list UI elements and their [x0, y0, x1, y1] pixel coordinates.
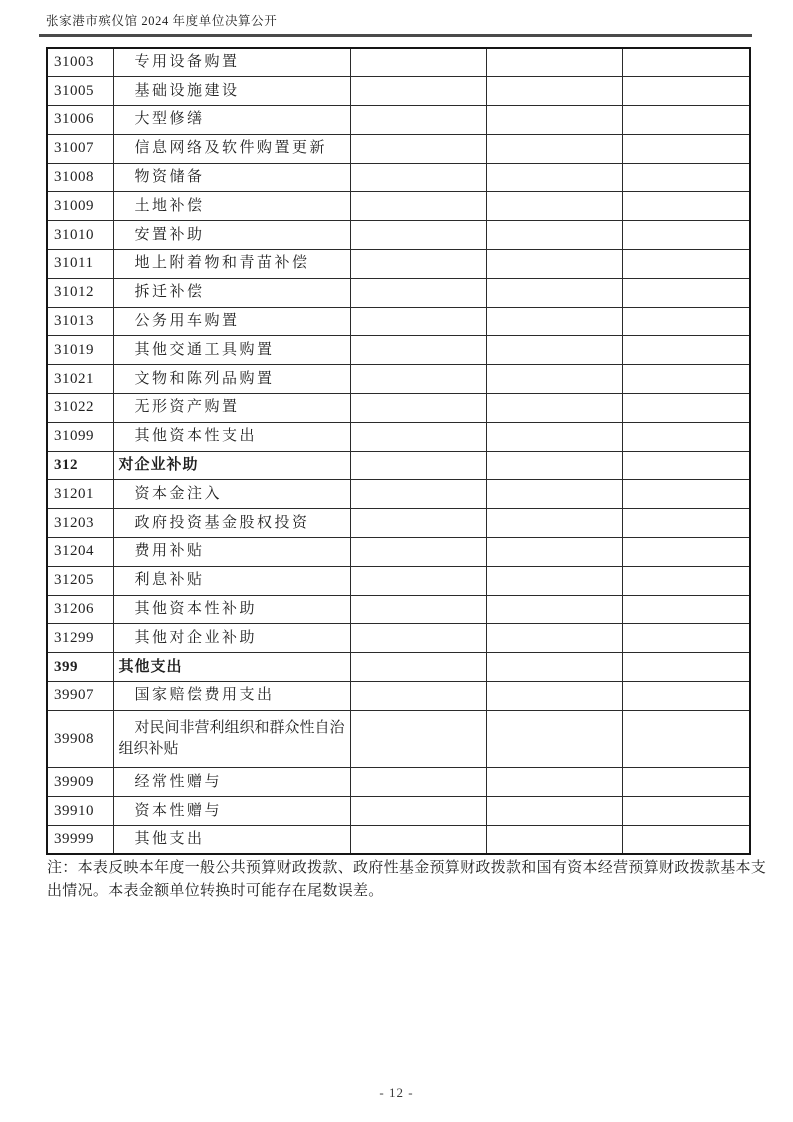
note-line-1: 注：本表反映本年度一般公共预算财政拨款、政府性基金预算财政拨款和国有资本经营预算财政拨款基本支 [47, 860, 767, 876]
table-row [47, 106, 750, 135]
code-cell: 31011 [47, 250, 113, 279]
empty-value-cell [486, 797, 622, 826]
table-row [47, 250, 750, 279]
empty-value-cell [350, 250, 486, 279]
code-cell: 31019 [47, 336, 113, 365]
category-label-cell: 拆迁补偿 [113, 278, 350, 307]
table-row [47, 595, 750, 624]
empty-value-cell [350, 797, 486, 826]
category-label-cell: 对民间非营利组织和群众性自治组织补贴 [113, 710, 350, 768]
code-cell: 31021 [47, 365, 113, 394]
empty-value-cell [350, 538, 486, 567]
table-row [47, 451, 750, 480]
empty-value-cell [622, 653, 750, 682]
empty-value-cell [622, 278, 750, 307]
empty-value-cell [622, 480, 750, 509]
empty-value-cell [350, 48, 486, 77]
code-cell: 31022 [47, 394, 113, 423]
empty-value-cell [622, 163, 750, 192]
category-label-cell: 基础设施建设 [113, 77, 350, 106]
code-cell: 31008 [47, 163, 113, 192]
code-cell: 31003 [47, 48, 113, 77]
code-cell: 31204 [47, 538, 113, 567]
empty-value-cell [350, 768, 486, 797]
budget-table-body [47, 48, 750, 854]
code-cell: 312 [47, 451, 113, 480]
category-label-cell: 其他资本性补助 [113, 595, 350, 624]
empty-value-cell [350, 192, 486, 221]
category-label-cell: 其他支出 [113, 653, 350, 682]
empty-value-cell [622, 826, 750, 855]
empty-value-cell [486, 653, 622, 682]
empty-value-cell [486, 307, 622, 336]
table-row [47, 624, 750, 653]
category-label-cell: 利息补贴 [113, 566, 350, 595]
empty-value-cell [622, 797, 750, 826]
empty-value-cell [622, 710, 750, 768]
empty-value-cell [622, 595, 750, 624]
empty-value-cell [486, 451, 622, 480]
empty-value-cell [486, 192, 622, 221]
table-row [47, 538, 750, 567]
empty-value-cell [486, 278, 622, 307]
category-label-cell: 政府投资基金股权投资 [113, 509, 350, 538]
empty-value-cell [486, 566, 622, 595]
table-row [47, 365, 750, 394]
empty-value-cell [350, 163, 486, 192]
category-label-cell: 安置补助 [113, 221, 350, 250]
code-cell: 31203 [47, 509, 113, 538]
empty-value-cell [622, 682, 750, 711]
table-row [47, 48, 750, 77]
empty-value-cell [486, 48, 622, 77]
category-label-cell: 资本性赠与 [113, 797, 350, 826]
empty-value-cell [622, 768, 750, 797]
empty-value-cell [622, 250, 750, 279]
empty-value-cell [486, 134, 622, 163]
code-cell: 31012 [47, 278, 113, 307]
category-label-cell: 国家赔偿费用支出 [113, 682, 350, 711]
empty-value-cell [350, 221, 486, 250]
empty-value-cell [350, 77, 486, 106]
code-cell: 31205 [47, 566, 113, 595]
empty-value-cell [486, 336, 622, 365]
empty-value-cell [622, 336, 750, 365]
empty-value-cell [350, 365, 486, 394]
category-label-cell: 土地补偿 [113, 192, 350, 221]
category-label-cell: 费用补贴 [113, 538, 350, 567]
empty-value-cell [486, 682, 622, 711]
category-label-cell: 其他对企业补助 [113, 624, 350, 653]
code-cell: 31009 [47, 192, 113, 221]
empty-value-cell [622, 538, 750, 567]
empty-value-cell [350, 682, 486, 711]
header-rule [39, 34, 752, 37]
empty-value-cell [486, 250, 622, 279]
code-cell: 39910 [47, 797, 113, 826]
category-label-cell: 地上附着物和青苗补偿 [113, 250, 350, 279]
table-row [47, 480, 750, 509]
table-row [47, 192, 750, 221]
code-cell: 31013 [47, 307, 113, 336]
empty-value-cell [350, 451, 486, 480]
empty-value-cell [350, 106, 486, 135]
table-row [47, 797, 750, 826]
code-cell: 31099 [47, 422, 113, 451]
table-row [47, 134, 750, 163]
empty-value-cell [622, 77, 750, 106]
empty-value-cell [350, 595, 486, 624]
page-number: - 12 - [379, 1085, 414, 1100]
category-label-cell: 资本金注入 [113, 480, 350, 509]
empty-value-cell [622, 134, 750, 163]
empty-value-cell [622, 48, 750, 77]
empty-value-cell [486, 365, 622, 394]
table-note [47, 857, 769, 903]
empty-value-cell [486, 710, 622, 768]
empty-value-cell [622, 509, 750, 538]
empty-value-cell [486, 826, 622, 855]
category-label-cell: 无形资产购置 [113, 394, 350, 423]
empty-value-cell [350, 509, 486, 538]
empty-value-cell [350, 653, 486, 682]
code-cell: 399 [47, 653, 113, 682]
budget-table [46, 47, 751, 855]
empty-value-cell [622, 221, 750, 250]
empty-value-cell [486, 595, 622, 624]
empty-value-cell [350, 624, 486, 653]
empty-value-cell [350, 566, 486, 595]
empty-value-cell [486, 163, 622, 192]
category-label-cell: 其他资本性支出 [113, 422, 350, 451]
empty-value-cell [350, 480, 486, 509]
empty-value-cell [622, 192, 750, 221]
empty-value-cell [350, 134, 486, 163]
empty-value-cell [486, 77, 622, 106]
table-row [47, 710, 750, 768]
table-row [47, 394, 750, 423]
empty-value-cell [486, 624, 622, 653]
empty-value-cell [622, 394, 750, 423]
code-cell: 31010 [47, 221, 113, 250]
table-row [47, 77, 750, 106]
table-row [47, 653, 750, 682]
code-cell: 31201 [47, 480, 113, 509]
empty-value-cell [350, 422, 486, 451]
code-cell: 31005 [47, 77, 113, 106]
code-cell: 39907 [47, 682, 113, 711]
empty-value-cell [486, 538, 622, 567]
category-label-cell: 专用设备购置 [113, 48, 350, 77]
table-row [47, 566, 750, 595]
empty-value-cell [486, 221, 622, 250]
empty-value-cell [350, 394, 486, 423]
table-row [47, 278, 750, 307]
empty-value-cell [622, 422, 750, 451]
code-cell: 31299 [47, 624, 113, 653]
empty-value-cell [350, 336, 486, 365]
code-cell: 31206 [47, 595, 113, 624]
empty-value-cell [486, 509, 622, 538]
page-header [39, 8, 752, 37]
empty-value-cell [486, 768, 622, 797]
category-label-cell: 对企业补助 [113, 451, 350, 480]
document-title: 张家港市殡仪馆 2024 年度单位决算公开 [46, 14, 278, 28]
table-row [47, 682, 750, 711]
code-cell: 39909 [47, 768, 113, 797]
category-label-cell: 文物和陈列品购置 [113, 365, 350, 394]
empty-value-cell [622, 106, 750, 135]
table-row [47, 336, 750, 365]
table-row [47, 826, 750, 855]
empty-value-cell [486, 394, 622, 423]
category-label-cell: 公务用车购置 [113, 307, 350, 336]
table-row [47, 163, 750, 192]
table-row [47, 221, 750, 250]
code-cell: 39999 [47, 826, 113, 855]
empty-value-cell [622, 365, 750, 394]
empty-value-cell [622, 451, 750, 480]
empty-value-cell [486, 422, 622, 451]
category-label-cell: 经常性赠与 [113, 768, 350, 797]
empty-value-cell [486, 106, 622, 135]
empty-value-cell [486, 480, 622, 509]
empty-value-cell [622, 624, 750, 653]
empty-value-cell [622, 307, 750, 336]
category-label-cell: 其他支出 [113, 826, 350, 855]
empty-value-cell [622, 566, 750, 595]
table-row [47, 509, 750, 538]
code-cell: 39908 [47, 710, 113, 768]
category-label-cell: 大型修缮 [113, 106, 350, 135]
category-label-cell: 其他交通工具购置 [113, 336, 350, 365]
empty-value-cell [350, 307, 486, 336]
table-row [47, 307, 750, 336]
table-row [47, 768, 750, 797]
table-row [47, 422, 750, 451]
category-label-cell: 物资储备 [113, 163, 350, 192]
empty-value-cell [350, 826, 486, 855]
empty-value-cell [350, 710, 486, 768]
category-label-cell: 信息网络及软件购置更新 [113, 134, 350, 163]
code-cell: 31007 [47, 134, 113, 163]
empty-value-cell [350, 278, 486, 307]
code-cell: 31006 [47, 106, 113, 135]
note-line-2: 出情况。本表金额单位转换时可能存在尾数误差。 [47, 883, 384, 899]
